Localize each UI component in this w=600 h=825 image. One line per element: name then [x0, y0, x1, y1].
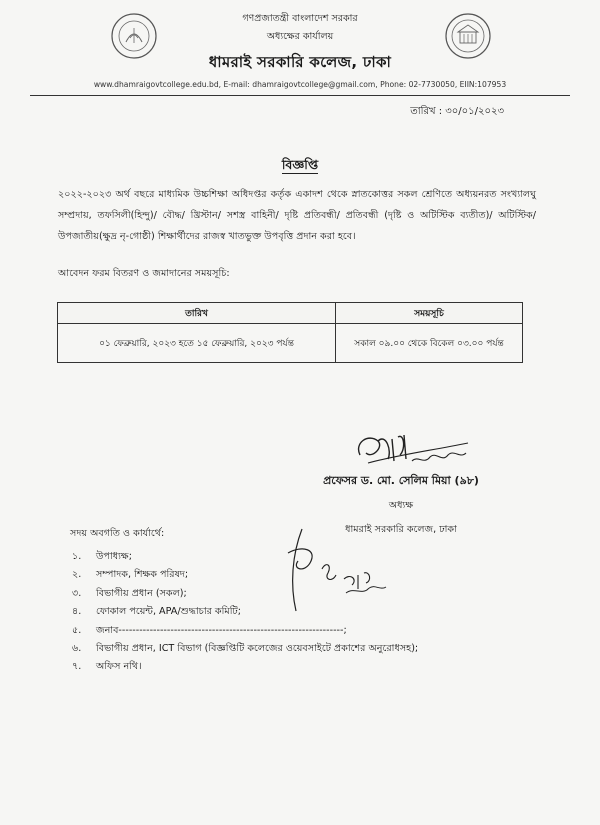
signatory-name: প্রফেসর ড. মো. সেলিম মিয়া (৯৮) [323, 474, 479, 487]
list-item-number: ৫. [72, 624, 82, 636]
list-item-number: ৩. [72, 587, 82, 599]
distribution-list [72, 548, 542, 677]
header-divider [30, 95, 570, 96]
letterhead [0, 8, 600, 76]
table-row [58, 324, 523, 363]
list-item [72, 640, 542, 658]
list-item-number: ৭. [72, 661, 82, 673]
contact-line: www.dhamraigovtcollege.edu.bd, E-mail: dhamraigovtcollege@gmail.com, Phone: 02-7730050, EIIN:107953 [93, 80, 507, 89]
list-item-text: ফোকাল পয়েন্ট, APA/শুদ্ধাচার কমিটি; [96, 606, 241, 618]
list-item-text: জনাব-----------------------------------------------------------------; [96, 624, 347, 636]
table-header-row [58, 303, 523, 324]
office-name: অধ্যক্ষের কার্যালয় [266, 31, 334, 42]
list-item [72, 566, 542, 584]
schedule-table [57, 302, 523, 363]
list-item-number: ১. [72, 551, 82, 562]
list-item-text: বিভাগীয় প্রধান, ICT বিভাগ (বিজ্ঞপ্তিটি কলেজের ওয়েবসাইটে প্রকাশের অনুরোধসহ); [96, 642, 419, 654]
govt-name: গণপ্রজাতন্ত্রী বাংলাদেশ সরকার [242, 13, 358, 24]
table-cell-date: ০১ ফেব্রুয়ারি, ২০২৩ হতে ১৫ ফেব্রুয়ারি, ২০২৩ পর্যন্ত [58, 324, 336, 363]
list-item [72, 658, 542, 676]
schedule-label: আবেদন ফরম বিতরণ ও জমাদানের সময়সূচি: [58, 268, 230, 279]
notice-date: তারিখ : ৩০/০১/২০২৩ [410, 106, 504, 117]
college-name: ধামরাই সরকারি কলেজ, ঢাকা [208, 53, 392, 71]
list-item [72, 585, 542, 603]
table-header-date: তারিখ [58, 303, 336, 324]
table-cell-time: সকাল ০৯.০০ থেকে বিকেল ০৩.০০ পর্যন্ত [336, 324, 523, 363]
notice-title [0, 157, 600, 177]
notice-body: ২০২২-২০২৩ অর্থ বছরে মাধ্যমিক উচ্চশিক্ষা অধিদপ্তর কর্তৃক একাদশ থেকে স্নাতকোত্তর সকল শ্রেণিতে অধ্যয়নরত সংখ্যালঘু সম্প্রদায়, তফসিলী(হিন্দু)/ বৌদ্ধ/ খ্রিস্টান/ সশস্ত্র বাহিনী/ দৃষ্টি প্রতিবন্ধী/ প্রতিবন্ধী (দৃষ্টি ও অটিস্টিক ব্যতীত)/ অটিস্টিক/ উপজাতীয়(ক্ষুদ্র নৃ-গোষ্ঠী) শিক্ষার্থীদের রাজস্ব খাতভুক্ত উপবৃত্তি প্রদান করা হবে। [58, 189, 536, 242]
signatory-institution: ধামরাই সরকারি কলেজ, ঢাকা [345, 524, 457, 535]
list-item [72, 622, 542, 640]
list-item [72, 548, 542, 566]
list-item-text: অফিস নথি। [96, 661, 142, 673]
list-item-number: ৬. [72, 642, 82, 654]
list-item-number: ২. [72, 569, 82, 581]
list-item-text: সম্পাদক, শিক্ষক পরিষদ; [96, 569, 189, 581]
table-header-time: সময়সূচি [336, 303, 523, 324]
principal-signature [348, 425, 478, 475]
distribution-label: সদয় অবগতি ও কার্যার্থে: [70, 528, 165, 539]
list-item [72, 603, 542, 621]
list-item-text: উপাধ্যক্ষ; [96, 551, 132, 562]
list-item-number: ৪. [72, 606, 82, 618]
list-item-text: বিভাগীয় প্রধান (সকল); [96, 587, 187, 599]
notice-title-text: বিজ্ঞপ্তি [281, 157, 319, 172]
signatory-role: অধ্যক্ষ [388, 500, 414, 511]
